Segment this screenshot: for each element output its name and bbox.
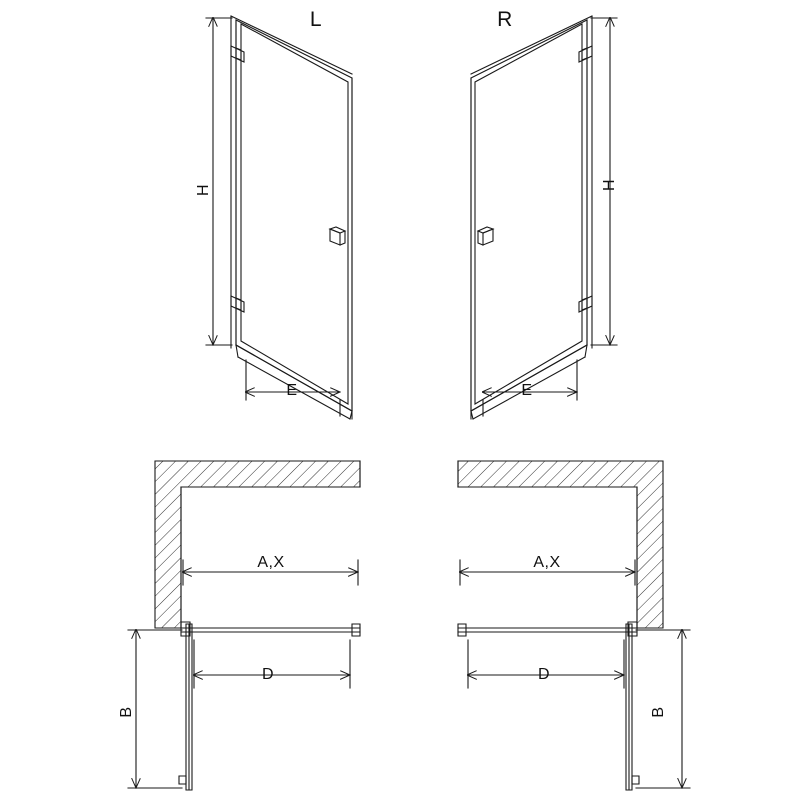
- plan-view-left: [128, 461, 360, 790]
- dimension-ax-right: A,X: [533, 554, 561, 571]
- front-view-right: [471, 16, 617, 419]
- dimension-d-left: D: [261, 666, 275, 683]
- dimension-d-right: D: [537, 666, 551, 683]
- dimension-ax-left: A,X: [257, 554, 285, 571]
- dimension-h-right: H: [601, 178, 618, 192]
- dimension-h-left: H: [195, 183, 212, 197]
- dimension-e-right: E: [521, 382, 533, 399]
- front-view-left: [206, 16, 352, 419]
- dimension-e-left: E: [286, 382, 298, 399]
- plan-view-right: [458, 461, 690, 790]
- dimension-b-left: B: [118, 706, 135, 718]
- dimension-b-right: B: [650, 706, 667, 718]
- label-right-variant: R: [497, 8, 513, 31]
- label-left-variant: L: [309, 8, 323, 31]
